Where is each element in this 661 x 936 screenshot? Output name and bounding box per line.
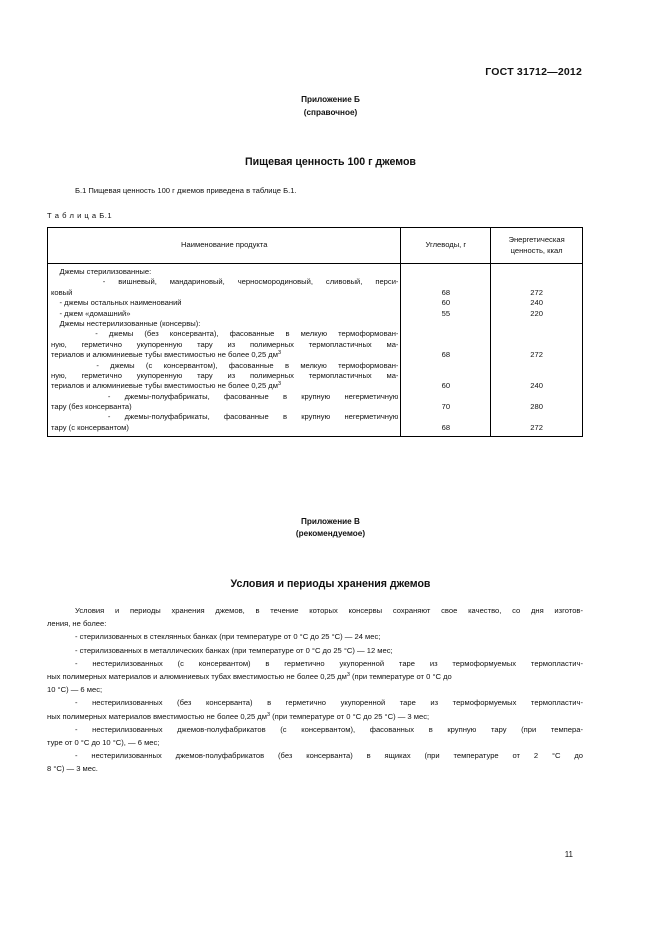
appendix-b-title: Пищевая ценность 100 г джемов bbox=[245, 156, 416, 168]
carbs-value bbox=[401, 371, 490, 381]
row-text: - джемы-полуфабрикаты, фасованные в крупную негерметичную bbox=[51, 391, 399, 401]
energy-value bbox=[491, 267, 582, 277]
energy-value bbox=[491, 392, 582, 402]
carbs-value bbox=[401, 361, 490, 371]
para-line-with-sup: ных полимерных материалов и алюминиевых тубах вместимостью не более 0,25 $дм^3$ (при температуре от 0 °С до bbox=[47, 672, 452, 682]
para-line: ления, не более: bbox=[47, 619, 107, 629]
storage-conditions bbox=[47, 604, 583, 776]
row-text-with-sup: териалов и алюминиевые тубы вместимостью не более 0,25 $дм^3$ bbox=[51, 350, 282, 360]
row-text: ную, герметично укупоренную тару из полимерных термопластичных ма- bbox=[51, 339, 399, 349]
row-text: - джемы остальных наименований bbox=[51, 298, 182, 308]
para-line: 10 °С) — 6 мес; bbox=[47, 685, 103, 695]
para-line: - нестерилизованных джемов-полуфабрикатов (с консервантом), фасованных в крупную тару (при темпера- bbox=[75, 724, 583, 734]
para-line: - стерилизованных в стеклянных банках (при температуре от 0 °С до 25 °С) — 24 мес; bbox=[75, 632, 381, 642]
table-label: Т а б л и ц а Б.1 bbox=[47, 211, 113, 220]
superscript: 3 bbox=[277, 350, 282, 357]
appendix-v-title: Условия и периоды хранения джемов bbox=[230, 578, 431, 590]
energy-value: 240 bbox=[530, 298, 543, 308]
carbs-value: 68 bbox=[441, 422, 451, 432]
appendix-b-intro: Б.1 Пищевая ценность 100 г джемов приведена в таблице Б.1. bbox=[75, 186, 297, 195]
nutrition-table bbox=[47, 227, 583, 437]
carbs-value bbox=[401, 277, 490, 287]
row-text: Джемы нестерилизованные (консервы): bbox=[51, 318, 201, 328]
row-text: тару (с консервантом) bbox=[51, 422, 129, 432]
carbs-value: 68 bbox=[441, 287, 451, 297]
para-line-with-sup: ных полимерных материалов вместимостью не более 0,25 $дм^3$ (при температуре от 0 °С до 25 °С) — 3 мес; bbox=[47, 711, 430, 721]
row-text: ковый bbox=[51, 287, 73, 297]
row-text-with-sup: териалов и алюминиевые тубы вместимостью не более 0,25 $дм^3$ bbox=[51, 381, 282, 391]
table-header-row bbox=[48, 228, 583, 264]
energy-value bbox=[491, 371, 582, 381]
superscript: 3 bbox=[346, 672, 350, 679]
header-energy-line2: ценность, ккал bbox=[510, 245, 563, 255]
superscript: 3 bbox=[277, 381, 282, 388]
energy-value: 220 bbox=[530, 308, 543, 318]
energy-value bbox=[491, 412, 582, 422]
carbs-value bbox=[401, 267, 490, 277]
header-energy-line1: Энергетическая bbox=[508, 235, 565, 245]
para-line: Условия и периоды хранения джемов, в течение которых консервы сохраняют свое качество, со дня изготов- bbox=[75, 606, 583, 615]
carbs-value: 60 bbox=[441, 298, 451, 308]
carbs-value: 70 bbox=[441, 402, 451, 412]
carbs-value: 60 bbox=[441, 381, 451, 391]
energy-value: 272 bbox=[530, 350, 543, 360]
appendix-v-type: (рекомендуемое) bbox=[295, 529, 366, 538]
appendix-b-type: (справочное) bbox=[303, 108, 358, 117]
energy-value: 240 bbox=[530, 381, 543, 391]
table-body bbox=[48, 264, 583, 437]
energy-value bbox=[491, 319, 582, 329]
row-text: - джемы (с консервантом), фасованные в мелкую термоформован- bbox=[51, 360, 399, 370]
document-number: ГОСТ 31712—2012 bbox=[485, 66, 582, 78]
energy-value bbox=[491, 340, 582, 350]
carbs-value: 55 bbox=[441, 308, 451, 318]
row-text: тару (без консерванта) bbox=[51, 402, 132, 412]
para-line: - стерилизованных в металлических банках (при температуре от 0 °С до 25 °С) — 12 мес; bbox=[75, 645, 393, 655]
carbs-value bbox=[401, 340, 490, 350]
row-text: - джемы (без консерванта), фасованные в мелкую термоформован- bbox=[51, 329, 399, 339]
row-text: - джемы-полуфабрикаты, фасованные в крупную негерметичную bbox=[51, 412, 399, 422]
appendix-v-heading: Приложение В bbox=[301, 517, 360, 526]
page-number: 11 bbox=[564, 850, 573, 859]
energy-value: 280 bbox=[530, 402, 543, 412]
para-line: 8 °С) — 3 мес. bbox=[47, 764, 98, 774]
header-energy bbox=[491, 228, 583, 264]
para-line: - нестерилизованных (с консервантом) в герметично укупоренной таре из термоформуемых термопластич- bbox=[75, 658, 583, 668]
para-line: - нестерилизованных джемов-полуфабрикатов (без консерванта) в ящиках (при температуре от 2 °С до bbox=[75, 751, 583, 761]
carbs-value bbox=[401, 412, 490, 422]
row-text: ную, герметично укупоренную тару из полимерных термопластичных ма- bbox=[51, 370, 399, 380]
energy-value bbox=[491, 329, 582, 339]
energy-value bbox=[491, 361, 582, 371]
energy-value bbox=[491, 277, 582, 287]
energy-value: 272 bbox=[530, 287, 543, 297]
superscript: 3 bbox=[266, 711, 271, 718]
carbs-value bbox=[401, 329, 490, 339]
energy-value: 272 bbox=[530, 422, 543, 432]
header-carbs: Углеводы, г bbox=[401, 228, 491, 264]
header-product: Наименование продукта bbox=[48, 228, 401, 264]
row-text: - вишневый, мандариновый, черносмородиновый, сливовый, перси- bbox=[51, 277, 399, 287]
para-line: - нестерилизованных (без консерванта) в герметично укупоренной таре из термоформуемых термопластич- bbox=[75, 698, 583, 708]
carbs-value bbox=[401, 319, 490, 329]
row-text: - джем «домашний» bbox=[51, 308, 131, 318]
row-text: Джемы стерилизованные: bbox=[51, 267, 152, 276]
para-line: туре от 0 °С до 10 °С), — 6 мес; bbox=[47, 738, 160, 748]
appendix-b-heading: Приложение Б bbox=[301, 95, 360, 104]
carbs-value: 68 bbox=[441, 350, 451, 360]
carbs-value bbox=[401, 392, 490, 402]
